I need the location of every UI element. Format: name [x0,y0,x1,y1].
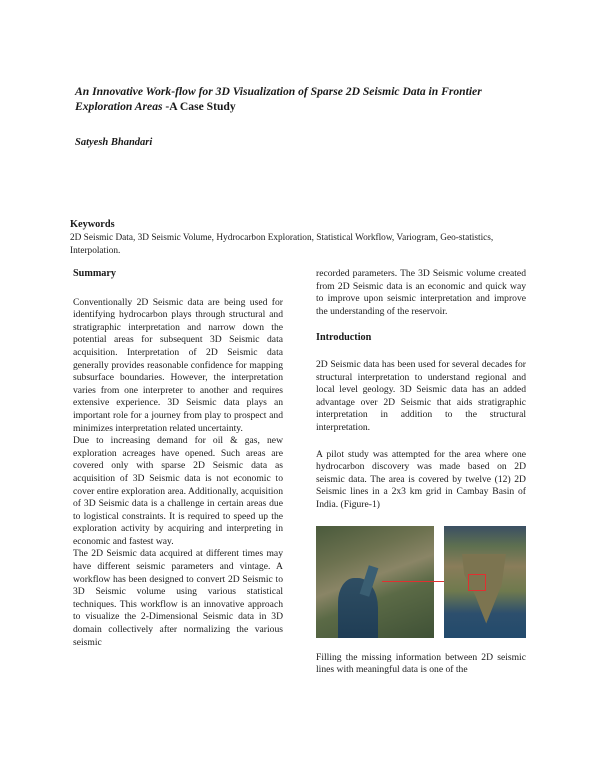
left-column [73,268,283,649]
keywords-text: 2D Seismic Data, 3D Seismic Volume, Hydrocarbon Exploration, Statistical Workflow, Variogram, Geo-statistics, Interpolation. [70,233,494,256]
summary-paragraph-1: Conventionally 2D Seismic data are being used for identifying hydrocarbon plays through structural and stratigraphic interpretation and narrow down the potential areas for subsequent 3D Seismic data acquisition. Interpretation of 2D Seismic data generally provides reasonable confidence for mapping subsurface boundaries. However, the interpretation varies from one interpreter to another and requires extensive experience. 3D Seismic data plays an important role for a journey from play to prospect and minimizes interpretation related uncertainty. [73,296,283,434]
figure-1-maps [316,526,526,638]
introduction-paragraph-3: Filling the missing information between 2D seismic lines with meaningful data is one of the [316,651,526,676]
paper-title [75,84,515,114]
introduction-paragraph-2: A pilot study was attempted for the area where one hydrocarbon discovery was made based on 2D seismic data. The area is covered by twelve (12) 2D Seismic lines in a 2x3 km grid in Cambay Basin of India. (Figure-1) [316,448,526,510]
location-highlight-box [468,574,486,591]
summary-paragraph-2: Due to increasing demand for oil & gas, new exploration acreages have opened. Such areas are covered only with sparse 2D Seismic data as acquisition of 3D Seismic data is not economic to cover entire exploration area. Additionally, acquisition of 3D Seismic data is a challenge in certain areas due to logistical constraints. It is required to speed up the exploration activity by acquiring and interpreting in economic and fastest way. [73,435,283,547]
satellite-map-zoomed [316,526,434,638]
paper-author: Satyesh Bhandari [75,137,153,148]
keywords-heading: Keywords [70,219,115,230]
introduction-paragraph-1: 2D Seismic data has been used for several decades for structural interpretation to understand regional and local level geology. 3D Seismic data has an added advantage over 2D Seismic that aids stratigraphic interpretation in addition to the structural interpretation. [316,358,526,433]
summary-paragraph-continued: recorded parameters. The 3D Seismic volume created from 2D Seismic data is an economic and quick way to improve upon seismic interpretation and improve the understanding of the reservoir. [316,268,526,317]
paper-title-suffix: -A Case Study [162,100,236,113]
right-column [316,268,526,677]
paper-title-main: An Innovative Work-flow for 3D Visualization of Sparse 2D Seismic Data in Frontier Exploration Areas [75,85,482,113]
summary-heading: Summary [73,268,117,279]
satellite-map-india [444,526,526,638]
introduction-heading: Introduction [316,332,372,344]
summary-paragraph-3: The 2D Seismic data acquired at different times may have different seismic parameters and vintage. A workflow has been designed to convert 2D Seismic to 3D Seismic volume using various statistical techniques. This workflow is an innovative approach to visualize the 2-Dimensional Seismic data in 3D domain collectively after normalizing the various seismic [73,548,283,648]
